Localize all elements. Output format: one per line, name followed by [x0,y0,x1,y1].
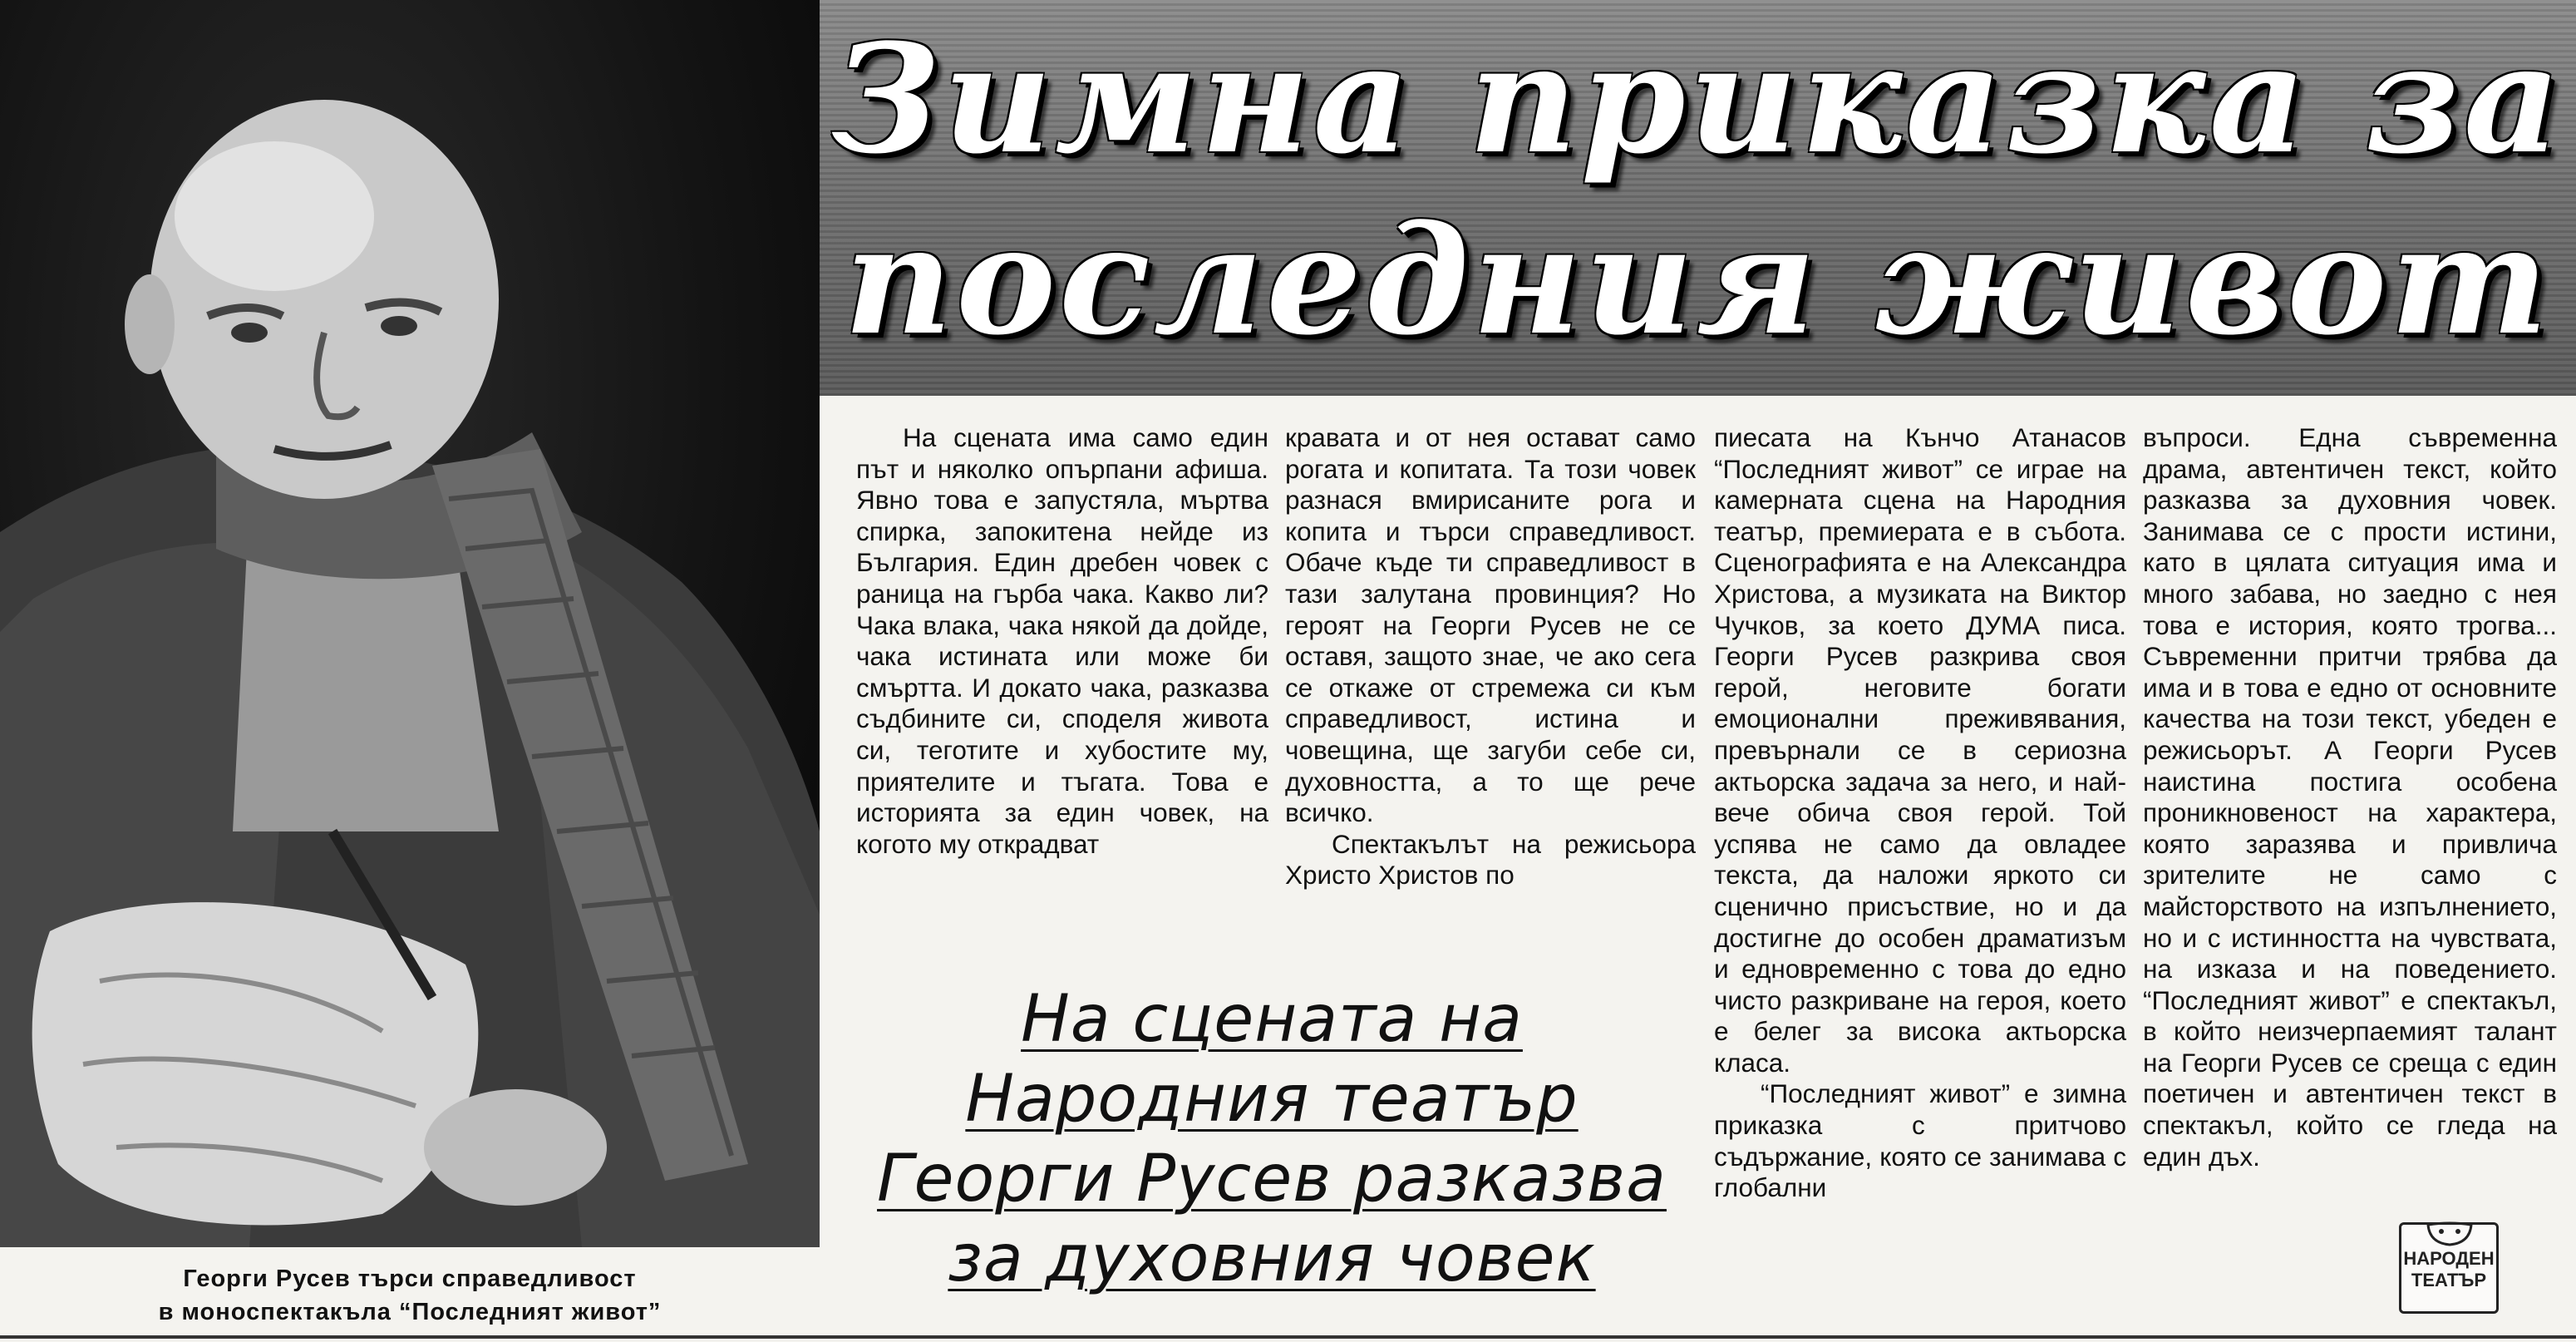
theatre-mask-icon [2425,1221,2475,1246]
article-column-1 [856,422,1268,860]
pull-quote-line-2: Народния театър [965,1062,1579,1137]
article-paragraph: пиесата на Кънчо Атанасов “Последният живот” се играе на камерната сцена на Народния театър, премиерата е в събота. Сценографията е на Александра Христова, а музиката на Виктор Чучков, за което ДУМА писа. Георги Русев разкрива своя герой, неговите богати емоционални преживявания, превърнали се в сериозна актьорска задача за него, и най-вече обича своя герой. Той успява не само да овладее текста, да наложи яркото си сценично присъствие, но и да достигне до особен драматизъм и едновременно с това до едно чисто разкриване на героя, което е белег за висока актьорска класа. [1714,422,2126,1078]
logo-line-2: ТЕАТЪР [2411,1270,2487,1290]
article-paragraph: На сцената има само един път и няколко опърпани афиша. Явно това е запустяла, мъртва спирка, запокитена нейде из България. Един дребен човек с раница на гърба чака. Какво ли? Чака влака, чака някой да дойде, чака истината или може би смъртта. И докато чака, разказва съдбините си, споделя живота си, теготите и хубостите му, приятелите и тъгата. Това е историята за един човек, на когото му открадват [856,422,1268,859]
headline-line-2: последния живот [844,193,2552,368]
article-column-3 [1714,422,2126,1204]
actor-photo [0,0,820,1247]
headline-line-1: Зимна приказка за [831,12,2564,187]
photo-caption [0,1247,820,1342]
headline-banner [820,0,2576,396]
actor-illustration [0,0,820,1247]
article-paragraph: Спектакълът на режисьора Христо Христов по [1285,828,1696,891]
pull-quote-line-1: На сцената на [1021,982,1523,1057]
national-theatre-logo [2399,1222,2499,1314]
photo-caption-line-2: в моноспектакъла “Последният живот” [158,1299,662,1325]
logo-line-1: НАРОДЕН [2403,1248,2495,1269]
article-paragraph: кравата и от нея остават само рогата и копитата. Та този човек разнася вмирисаните рога и копита и търси справедливост. Обаче къде ти справедливост в тази залутана провинция? Но героят на Георги Русев не се оставя, защото знае, че ако сега се откаже от стремежа си към справедливост, истина и човещина, ще загуби себе си, духовността, а то ще рече всичко. [1285,422,1696,828]
pull-quote [831,979,1712,1299]
pull-quote-line-3: Георги Русев разказва [877,1142,1667,1216]
article-column-4 [2143,422,2557,1172]
bottom-rule [0,1335,2576,1339]
article-paragraph: “Последният живот” е зимна приказка с притчово съдържание, която се занимава с глобални [1714,1078,2126,1203]
photo-caption-line-1: Георги Русев търси справедливост [183,1266,637,1292]
article-column-2 [1285,422,1696,891]
pull-quote-line-4: за духовния човек [948,1221,1596,1296]
article-paragraph: въпроси. Една съвременна драма, автентичен текст, който разказва за духовния човек. Занимава се с прости истини, като в цялата ситуация има и много забава, но заедно с нея това е история, която трогва... Съвременни притчи трябва да има и в това е едно от основните качества на този текст, убеден е режисьорът. А Георги Русев наистина постига особена проникновеност на характера, която заразява и привлича зрителите не само с майсторството на изпълнението, но и с истинността на чувствата, на изказа и на поведението. “Последният живот” е спектакъл, в който неизчерпаемият талант на Георги Русев се среща с един поетичен и автентичен текст в спектакъл, който се гледа на един дъх. [2143,422,2557,1172]
